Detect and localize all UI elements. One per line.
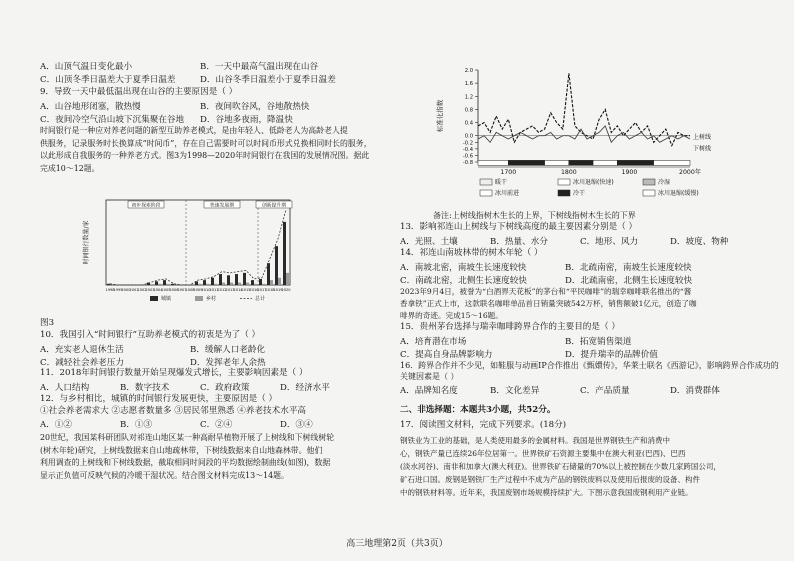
q8-option-c[interactable]: C．山顶冬季日温差大于夏季日温差 — [40, 75, 176, 85]
q13-option-d[interactable]: D．坡度、物种 — [670, 237, 729, 247]
q9-option-b[interactable]: B．夜间吹谷风，谷地散热快 — [200, 102, 310, 112]
q10-option-d[interactable]: D．发挥老年人余热 — [190, 358, 266, 368]
q16-options — [400, 384, 780, 396]
climate-band-segment — [617, 160, 653, 165]
climate-band-segment — [593, 160, 617, 165]
q9-stem: 9．导致一天中最低温出现在山谷的主要原因是（ ） — [40, 87, 238, 97]
bar-rural — [230, 283, 233, 285]
bar-urban — [283, 222, 286, 285]
y-tick-label: -0.4 — [462, 146, 473, 153]
x-tick-label: 2020 — [281, 288, 291, 292]
stage-label: 创新提升期 — [262, 203, 286, 209]
series-label: 上树线 — [693, 134, 712, 141]
q9-options — [40, 100, 380, 124]
x-tick-label: 2000 — [121, 288, 131, 292]
x-tick-label: 1800 — [560, 169, 577, 176]
q16-option-d[interactable]: D．消费群体 — [670, 386, 720, 396]
right-column — [398, 0, 794, 561]
legend-label: 乡村 — [206, 296, 217, 302]
figure-caption: 图3 — [40, 318, 55, 328]
time-bank-bar-chart — [80, 190, 330, 310]
y-tick-label: 0.4 — [464, 120, 473, 127]
q14-option-b[interactable]: B．北疏南密，南坡生长速度较快 — [565, 263, 692, 273]
passage-line: 20世纪，我国某科研团队对祁连山地区某一种高耐旱植物开展了上树线和下树线树轮 — [40, 433, 335, 442]
q14-options — [400, 261, 780, 285]
series-label: 下树线 — [693, 145, 712, 153]
passage-line: 心，钢铁产量已连续26年位居第一。世界铁矿石资源主要集中在澳大利亚(巴西)、巴西 — [400, 449, 686, 458]
bar-urban — [163, 280, 166, 285]
climate-band-segment — [569, 160, 593, 165]
bar-rural — [166, 284, 169, 285]
passage-line: 香拿铁”正式上市，这款联名咖啡单品首日销量突破542万杯，销售额破1亿元，创造了咖 — [400, 299, 697, 308]
x-tick-label: 2012 — [217, 288, 227, 292]
passage-tree-line — [40, 432, 385, 482]
climate-band-segment — [508, 160, 544, 165]
y-tick-label: 0.8 — [464, 107, 473, 114]
legend-swatch — [480, 190, 492, 196]
legend-swatch — [643, 179, 655, 185]
tree-ring-line-chart — [428, 62, 728, 212]
total-line — [110, 210, 286, 285]
q10-option-c[interactable]: C．减轻社会养老压力 — [40, 358, 124, 368]
q12-items: ①社会养老需求大 ②志愿者数量多 ③居民邻里熟悉 ④养老技术水平高 — [40, 406, 307, 416]
x-tick-label: 2016 — [249, 288, 259, 292]
legend-label: 城镇 — [161, 296, 172, 302]
x-tick-label: 1999 — [113, 288, 123, 292]
passage-line: 矿石进口国。废钢是钢铁厂生产过程中不成为产品的钢铁废料以及使用后报废的设备、构件 — [400, 475, 700, 484]
q15-option-d[interactable]: D．提升瑞幸的品牌价值 — [565, 350, 658, 360]
q13-stem: 13．影响祁连山上树线与下树线高度的最主要因素分别是（ ） — [400, 222, 638, 232]
plot-frame — [106, 200, 290, 285]
q11-option-d[interactable]: D．经济水平 — [280, 383, 330, 393]
legend-swatch — [643, 190, 655, 196]
bar-rural — [158, 284, 161, 285]
x-tick-label: 2017 — [257, 288, 267, 292]
q14-option-a[interactable]: A．南坡北密，南坡生长速度较快 — [400, 263, 527, 273]
q15-stem: 15．贵州茅台选择与瑞幸咖啡跨界合作的主要目的是（ ） — [400, 322, 620, 332]
x-tick-label: 2000年 — [679, 169, 701, 176]
x-tick-label: 2009 — [193, 288, 203, 292]
bar-urban — [211, 278, 214, 285]
x-tick-label: 2006 — [169, 288, 179, 292]
y-tick-label: 2.0 — [464, 68, 473, 74]
legend-label: 总计 — [255, 296, 266, 302]
legend-swatch — [480, 179, 492, 185]
q15-option-c[interactable]: C．提高自身品牌影响力 — [400, 350, 493, 360]
q13-option-c[interactable]: C．地形、风力 — [580, 237, 639, 247]
x-tick-label: 2001 — [129, 288, 139, 292]
passage-line: 显示正负值可反映气候的冷暖干湿状况。结合图文材料完成13～14题。 — [40, 470, 289, 480]
x-tick-label: 2015 — [241, 288, 251, 292]
x-tick-label: 2008 — [185, 288, 195, 292]
bar-rural — [238, 283, 241, 285]
q16-option-a[interactable]: A．品牌知名度 — [400, 386, 458, 396]
legend-label: 冷干 — [573, 190, 586, 197]
x-tick-label: 2014 — [233, 288, 243, 292]
bar-urban — [267, 263, 270, 285]
q8-options — [40, 60, 380, 84]
y-tick-label: -0.6 — [462, 153, 473, 160]
x-tick-label: 2007 — [177, 288, 187, 292]
legend-swatch-rural — [195, 296, 203, 301]
y-axis-label: 时间银行数量/家 — [83, 220, 90, 265]
section-heading: 二、非选择题：本题共3小题，共52分。 — [400, 405, 556, 415]
bar-urban — [155, 281, 158, 285]
bar-rural — [198, 284, 201, 285]
y-tick-label: 1.2 — [464, 94, 473, 101]
x-tick-label: 1998 — [105, 288, 115, 292]
q17-material — [400, 434, 788, 499]
y-tick-label: 0.0 — [464, 133, 473, 140]
legend-swatch — [558, 190, 570, 196]
stage-label: 初步探索阶段 — [131, 203, 161, 209]
q14-option-c[interactable]: C．南疏北密，北侧生长速度较快 — [400, 276, 527, 286]
bar-urban — [243, 273, 246, 285]
passage-line: 利用调查的上树线和下树线数据，截取相同时间段的平均数据绘制曲线(如图)，数据 — [40, 458, 331, 467]
climate-band-segment — [478, 160, 508, 165]
q10-option-b[interactable]: B．缓解人口老龄化 — [190, 345, 266, 355]
passage-line: 完成10～12题。 — [40, 163, 100, 173]
legend-label: 冰川前进 — [495, 190, 520, 197]
q10-stem: 10．我国引入“时间银行”互助养老模式的初衷是为了（ ） — [40, 330, 261, 340]
legend-label: 冷湿 — [658, 179, 671, 186]
bar-urban — [227, 275, 230, 285]
bar-rural — [222, 283, 225, 285]
q11-option-b[interactable]: B．数字技术 — [120, 383, 170, 393]
legend-label: 冰川退缩(快速) — [573, 179, 614, 186]
q17-stem: 17．阅读图文材料，完成下列要求。(18分) — [400, 420, 567, 430]
legend-label: 冰川退缩(缓慢) — [658, 190, 699, 197]
x-tick-label: 2005 — [161, 288, 171, 292]
x-tick-label: 2018 — [265, 288, 275, 292]
q8-option-d[interactable]: D．山谷冬季日温差小于夏季日温差 — [200, 75, 336, 85]
passage-line: 中的钢铁材料等。近年来，我国废钢市场规模持续扩大。下图示意我国废钢利用产业链。 — [400, 488, 693, 497]
q10-option-a[interactable]: A．充实老人退休生活 — [40, 345, 124, 355]
passage-line: 以此形成自我服务的一种养老方式。图3为1998—2020年时间银行在我国的发展情况图。据此 — [40, 151, 370, 160]
q8-option-a[interactable]: A．山顶气温日变化最小 — [40, 62, 133, 72]
passage-line: 2023年9月4日，被誉为“白酒界天花板”的茅台和“平民咖啡”的瑞幸咖啡联名推出的“酱 — [400, 287, 692, 296]
q16-option-c[interactable]: C．产品质量 — [580, 386, 630, 396]
q16-option-b[interactable]: B．文化差异 — [490, 386, 540, 396]
q16-stem: 16．跨界合作并不少见，如鞋服与动画IP合作推出《甄嬛传》，华莱士联名《西游记》，影响跨界合作成功的关键因素是（ ） — [400, 361, 779, 381]
bar-rural — [246, 283, 249, 285]
q12-options — [40, 418, 380, 430]
q14-option-d[interactable]: D．北疏南密，北侧生长速度较快 — [565, 276, 693, 286]
bar-urban — [107, 284, 110, 285]
passage-line: 钢铁业为工业的基础，是人类使用最多的金属材料。我国是世界钢铁生产和消费中 — [400, 436, 670, 445]
x-tick-label: 2004 — [153, 288, 163, 292]
q12-option-b[interactable]: B．①③ — [120, 420, 153, 430]
passage-time-bank — [40, 125, 385, 175]
q12-option-a[interactable]: A．①② — [40, 420, 72, 430]
bar-rural — [286, 273, 289, 285]
q12-option-c[interactable]: C．②④ — [200, 420, 233, 430]
y-axis-label: 标准化指数 — [436, 99, 444, 133]
q13-option-a[interactable]: A．光照、土壤 — [400, 237, 458, 247]
q15-option-b[interactable]: B．拓宽销售渠道 — [565, 337, 632, 347]
q11-stem: 11．2018年时间银行数量开始呈现爆发式增长，主要影响因素是（ ） — [40, 368, 308, 378]
legend-swatch-urban — [150, 296, 158, 301]
q13-options — [400, 235, 780, 247]
passage-line: 时间银行是一种应对养老问题的新型互助养老模式，是由年轻人、低龄老人为高龄老人提 — [40, 126, 348, 135]
climate-band-segment — [654, 160, 690, 165]
q9-option-c[interactable]: C．夜间冷空气沿山坡下沉集聚在谷地 — [40, 115, 185, 125]
y-tick-label: -0.2 — [462, 140, 473, 147]
x-tick-label: 1900 — [621, 169, 638, 176]
y-tick-label: 1.6 — [464, 81, 473, 88]
q13-option-b[interactable]: B．热量、水分 — [490, 237, 548, 247]
legend-label: 暖干 — [495, 179, 508, 186]
passage-line: 供服务，记录服务时长换算成“时间币”，存在自己需要时可以时间币形式兑换相同时长的服务， — [40, 138, 372, 148]
bar-rural — [262, 284, 265, 285]
x-tick-label: 2013 — [225, 288, 235, 292]
x-tick-label: 2011 — [209, 288, 219, 292]
line-chart-caption: 备注:上树线指树木生长的上界，下树线指树木生长的下界 — [433, 211, 636, 220]
bar-rural — [278, 278, 281, 285]
lower-treeline-series — [478, 126, 690, 142]
x-tick-label: 2010 — [201, 288, 211, 292]
bar-rural — [214, 284, 217, 285]
q15-option-a[interactable]: A．培育潜在市场 — [400, 337, 467, 347]
stage-label: 快速发展期 — [210, 203, 234, 209]
q11-option-c[interactable]: C．政府政策 — [200, 383, 250, 393]
y-tick-label: -0.8 — [462, 160, 473, 166]
bar-rural — [254, 284, 257, 285]
q8-option-b[interactable]: B．一天中最高气温出现在山谷 — [200, 62, 319, 72]
climate-band-segment — [545, 160, 569, 165]
q10-options — [40, 343, 380, 367]
q11-option-a[interactable]: A．人口结构 — [40, 383, 90, 393]
passage-line: (树木年轮)研究，上树线数据来自山地疏林带，下树线数据来自山地森林带。他们 — [40, 445, 323, 455]
bar-rural — [270, 280, 273, 285]
bar-urban — [275, 246, 278, 285]
page-footer: 高三地理第2页（共3页） — [346, 539, 448, 549]
x-tick-label: 2019 — [273, 288, 283, 292]
x-tick-label: 2002 — [137, 288, 147, 292]
bar-urban — [203, 280, 206, 285]
bar-urban — [259, 279, 262, 285]
passage-line: (淡水河谷)、南非和加拿大(澳大利亚)。世界铁矿石储量的70%以上被控制在少数几家跨国公司， — [400, 462, 721, 471]
q12-option-d[interactable]: D．③④ — [280, 420, 313, 430]
bar-urban — [219, 274, 222, 285]
bar-urban — [235, 274, 238, 285]
x-tick-label: 1700 — [500, 169, 517, 176]
bar-urban — [251, 280, 254, 285]
passage-line: 啡界的奇迹。完成15～16题。 — [400, 311, 503, 320]
bar-urban — [171, 284, 174, 285]
q11-options — [40, 381, 380, 393]
bar-rural — [206, 284, 209, 285]
legend-swatch — [558, 179, 570, 185]
passage-coffee — [400, 286, 785, 322]
q9-option-a[interactable]: A．山谷地形闭塞，散热慢 — [40, 102, 141, 112]
q14-stem: 14．祁连山南坡林带的树木年轮（ ） — [400, 248, 543, 258]
q12-stem: 12．与乡村相比，城镇的时间银行发展更快，主要原因是（ ） — [40, 394, 278, 404]
q15-options — [400, 335, 780, 359]
x-tick-label: 2003 — [145, 288, 155, 292]
left-column — [0, 0, 390, 561]
q9-option-d[interactable]: D．谷地多夜雨，降温快 — [200, 115, 293, 125]
